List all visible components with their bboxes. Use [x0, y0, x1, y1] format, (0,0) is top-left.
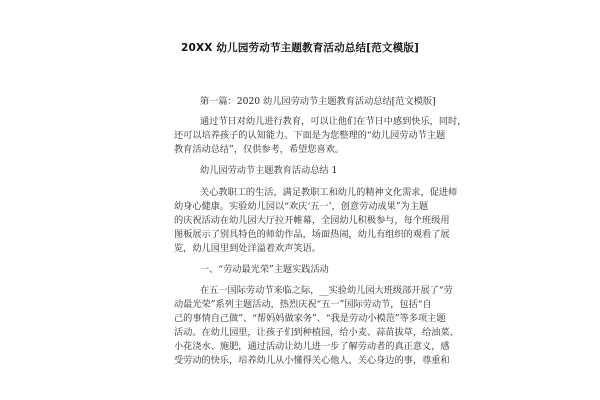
doc-line: 还可以培养孩子的认知能力。下面是为您整理的“幼儿园劳动节主题 — [174, 130, 446, 141]
doc-line: 关心教职工的生活，满足教职工和幼儿的精神文化需求，促进师 — [200, 187, 458, 198]
doc-line: 动最光荣”系列主题活动，热烈庆祝“五一”国际劳动节，包括“自 — [174, 299, 432, 310]
doc-line: 图板展示了别具特色的师幼作品，场面热闹，幼儿有组织的观看了展 — [174, 229, 450, 240]
doc-line: 幼儿园劳动节主题教育活动总结 1 — [200, 165, 338, 176]
doc-line: 览，幼儿园里到处洋溢着欢声笑语。 — [174, 243, 321, 254]
section-heading: 一、“劳动最光荣”主题实践活动 — [200, 264, 329, 275]
doc-line: 幼身心健康。实验幼儿园以“欢庆‘五一’，创意劳动成果”为主题 — [174, 201, 429, 212]
doc-line: 受劳动的快乐，培养幼儿从小懂得关心他人，关心身边的事，尊重和 — [174, 355, 450, 366]
doc-line: 通过节日对幼儿进行教育，可以让他们在节日中感到快乐，同时， — [200, 116, 467, 127]
doc-line: 的庆祝活动在幼儿园大厅拉开帷幕，全园幼儿积极参与，每个班级用 — [174, 215, 450, 226]
doc-line: 己的事情自己做”、“帮妈妈做家务”、“我是劳动小模范”等多项主题 — [174, 313, 446, 324]
doc-line: 活动。在幼儿园里，让孩子们到种植园，给小麦、蒜苗拔草，给油菜、 — [174, 327, 459, 338]
doc-line: 教育活动总结”，仅供参考，希望您喜欢。 — [174, 144, 345, 155]
doc-line: 小花浇水、施肥，通过活动让幼儿进一步了解劳动者的真正意义，感 — [174, 341, 450, 352]
document-title: 20XX 幼儿园劳动节主题教育活动总结[范文模版] — [180, 42, 420, 54]
doc-line: 第一篇：2020 幼儿园劳动节主题教育活动总结[范文模版] — [200, 96, 436, 107]
doc-line: 在五一国际劳动节来临之际，__实验幼儿园大班级部开展了“劳 — [200, 285, 453, 296]
